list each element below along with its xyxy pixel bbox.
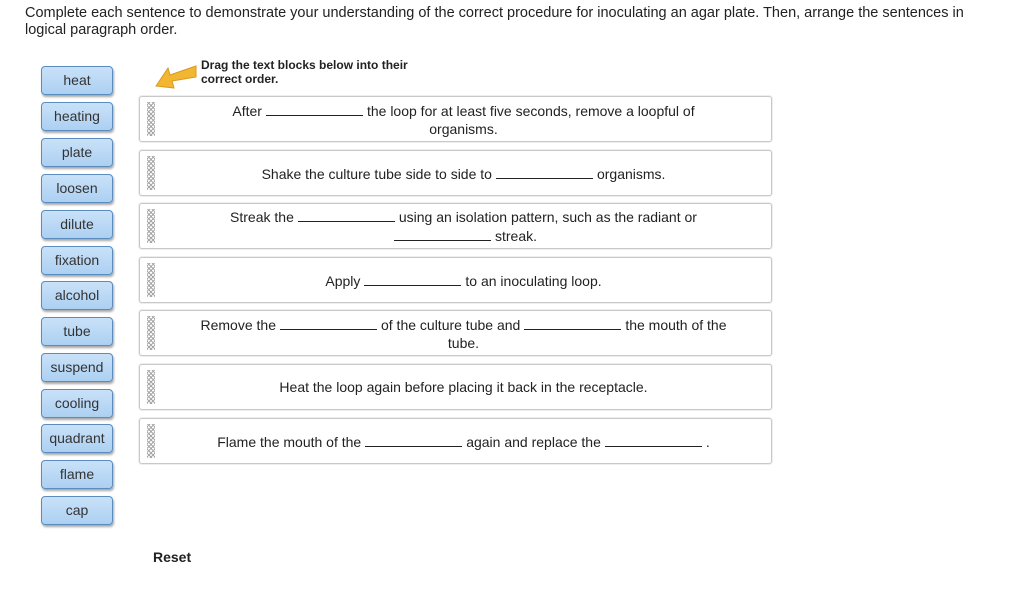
sentence-block-4[interactable]: [139, 257, 772, 303]
word-chip-flame[interactable]: flame: [41, 460, 113, 489]
drag-handle-icon[interactable]: [147, 370, 155, 404]
sentence-block-2[interactable]: [139, 150, 772, 196]
sentence-block-5[interactable]: [139, 310, 772, 356]
sentence-block-6[interactable]: [139, 364, 772, 410]
sentence-text: the mouth of the tube.: [447, 316, 727, 351]
blank-drop-target[interactable]: [524, 315, 621, 330]
drag-handle-icon[interactable]: [147, 316, 155, 350]
sentence-text: using an isolation pattern, such as the radiant or: [398, 209, 697, 225]
sentence-text: organisms.: [596, 165, 666, 182]
sentence-text: Apply: [325, 272, 361, 289]
blank-drop-target[interactable]: [298, 207, 395, 222]
sentence-text: the loop for at least five seconds, remove a loopful of organisms.: [366, 102, 695, 137]
word-chip-tube[interactable]: tube: [41, 317, 113, 346]
drag-handle-icon[interactable]: [147, 424, 155, 458]
sentence-text: Flame the mouth of the: [217, 433, 362, 450]
blank-drop-target[interactable]: [364, 271, 461, 286]
sentence-block-1[interactable]: [139, 96, 772, 142]
blank-drop-target[interactable]: [280, 315, 377, 330]
sentence-text: to an inoculating loop.: [465, 272, 602, 289]
sentence-text: of the culture tube and: [380, 316, 521, 333]
word-chip-fixation[interactable]: fixation: [41, 246, 113, 275]
word-chip-heat[interactable]: heat: [41, 66, 113, 95]
word-chip-loosen[interactable]: loosen: [41, 174, 113, 203]
word-chip-plate[interactable]: plate: [41, 138, 113, 167]
sentence-block-3[interactable]: [139, 203, 772, 249]
blank-drop-target[interactable]: [266, 101, 363, 116]
word-chip-cap[interactable]: cap: [41, 496, 113, 525]
blank-drop-target[interactable]: [605, 432, 702, 447]
word-chip-heating[interactable]: heating: [41, 102, 113, 131]
drag-hint-text: Drag the text blocks below into their correct order.: [201, 58, 408, 86]
sentence-text: streak.: [494, 228, 537, 244]
blank-drop-target[interactable]: [365, 432, 462, 447]
drag-handle-icon[interactable]: [147, 263, 155, 297]
sentence-text: Streak the: [230, 209, 294, 225]
drag-handle-icon[interactable]: [147, 209, 155, 243]
sentence-text: again and replace the: [466, 433, 601, 450]
word-chip-quadrant[interactable]: quadrant: [41, 424, 113, 453]
sentence-block-7[interactable]: [139, 418, 772, 464]
reset-button[interactable]: Reset: [153, 549, 192, 565]
sentence-text: After: [232, 102, 262, 119]
word-chip-suspend[interactable]: suspend: [41, 353, 113, 382]
blank-drop-target[interactable]: [394, 226, 491, 241]
sentence-text: .: [705, 433, 710, 450]
sentence-text: Shake the culture tube side to side to: [261, 165, 492, 182]
drag-handle-icon[interactable]: [147, 102, 155, 136]
word-chip-cooling[interactable]: cooling: [41, 389, 113, 418]
word-chip-alcohol[interactable]: alcohol: [41, 281, 113, 310]
word-chip-dilute[interactable]: dilute: [41, 210, 113, 239]
blank-drop-target[interactable]: [496, 164, 593, 179]
sentence-text: Heat the loop again before placing it back in the receptacle.: [279, 379, 648, 395]
arrow-left-icon: [154, 64, 198, 90]
sentence-text: Remove the: [200, 316, 276, 333]
instructions-text: Complete each sentence to demonstrate your understanding of the correct procedure for inoculating an agar plate. Then, arrange the sentences in logical paragraph order.: [25, 5, 964, 38]
drag-handle-icon[interactable]: [147, 156, 155, 190]
